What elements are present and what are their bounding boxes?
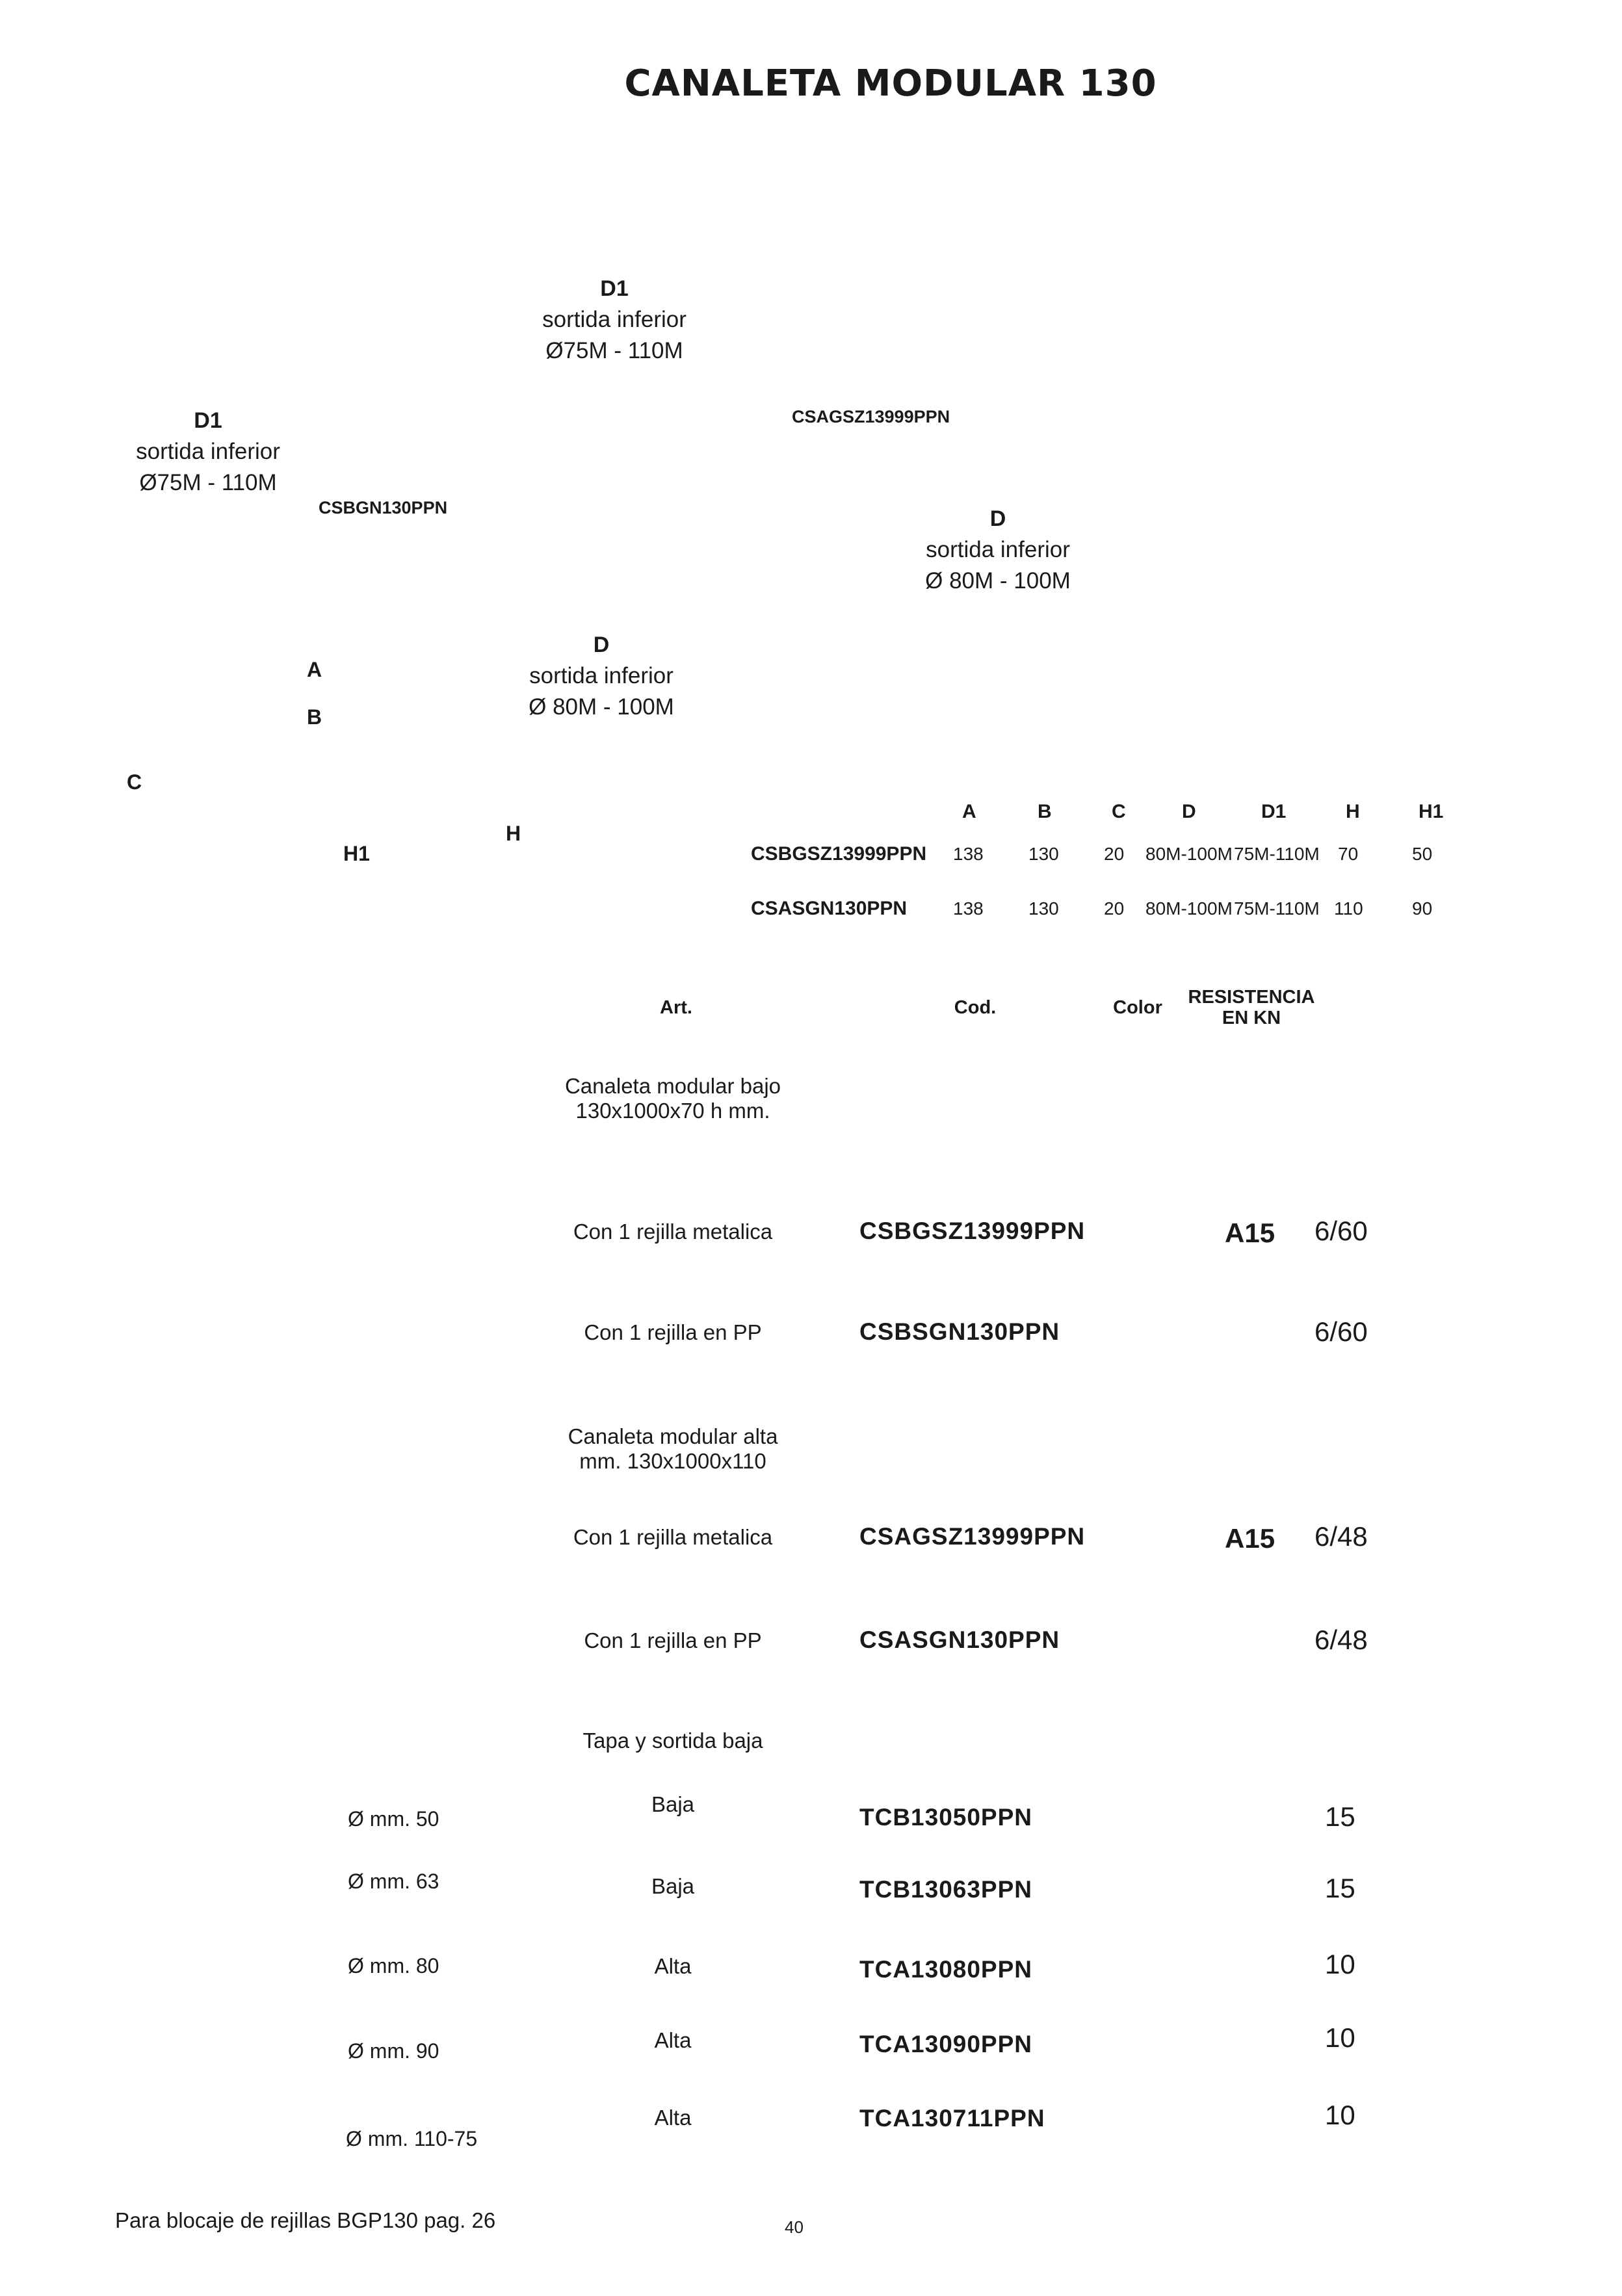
label-d-right: [891, 503, 1105, 597]
product-code: CSBGSZ13999PPN: [859, 1218, 1086, 1244]
product-resistance: A15: [1225, 1218, 1275, 1248]
label-d-mid-letter: D: [593, 633, 610, 657]
product-art: Con 1 rejilla en PP: [584, 1628, 762, 1652]
product-art: Con 1 rejilla en PP: [584, 1320, 762, 1344]
dim-header-d: D: [1182, 801, 1196, 822]
dim-letter-b: B: [307, 705, 322, 729]
dim-cell: 75M-110M: [1234, 898, 1320, 919]
cap-diameter: Ø mm. 90: [348, 2039, 439, 2063]
cap-type: Alta: [654, 2028, 692, 2052]
dim-header-d1: D1: [1261, 801, 1287, 822]
label-d1-left: [101, 405, 315, 499]
dim-cell: 138: [953, 844, 984, 864]
cap-diameter: Ø mm. 63: [348, 1870, 439, 1893]
dim-header-b: B: [1038, 801, 1052, 822]
header-resistencia: [1180, 987, 1323, 1028]
header-color: Color: [1113, 997, 1162, 1018]
product-code: CSASGN130PPN: [859, 1626, 1060, 1653]
dim-header-h1: H1: [1419, 801, 1444, 822]
label-d-mid-line2: Ø 80M - 100M: [529, 694, 674, 720]
cap-pack: 10: [1325, 1949, 1355, 1979]
product-code: CSBSGN130PPN: [859, 1318, 1060, 1345]
group-low-title: [543, 1074, 803, 1123]
dim-letter-h1: H1: [343, 842, 370, 865]
cap-diameter: Ø mm. 50: [348, 1807, 439, 1831]
dim-cell: 80M-100M: [1145, 844, 1233, 864]
dim-header-c: C: [1112, 801, 1126, 822]
dim-header-a: A: [962, 801, 976, 822]
dim-cell: 70: [1338, 844, 1359, 864]
cap-pack: 10: [1325, 2100, 1355, 2130]
group-low-line1: Canaleta modular bajo: [564, 1074, 781, 1098]
label-d1-top-line2: Ø75M - 110M: [545, 338, 683, 363]
dim-cell: 20: [1104, 844, 1125, 864]
product-pack: 6/60: [1315, 1316, 1368, 1347]
dim-header-h: H: [1346, 801, 1360, 822]
label-code-left: CSBGN130PPN: [319, 498, 448, 517]
label-d1-left-letter: D1: [194, 408, 222, 433]
dim-cell: 130: [1028, 898, 1059, 919]
label-d1-top-letter: D1: [600, 276, 629, 301]
cap-pack: 15: [1325, 1801, 1355, 1832]
label-d-right-letter: D: [989, 506, 1006, 531]
dim-cell: 20: [1104, 898, 1125, 919]
page-number: 40: [785, 2217, 804, 2237]
product-code: CSAGSZ13999PPN: [859, 1523, 1086, 1550]
label-d-right-line1: sortida inferior: [926, 537, 1070, 562]
product-pack: 6/48: [1315, 1624, 1368, 1655]
cap-code: TCB13063PPN: [859, 1876, 1033, 1903]
cap-code: TCA13090PPN: [859, 2031, 1033, 2057]
label-d-mid-line1: sortida inferior: [529, 663, 674, 688]
label-d1-left-line1: sortida inferior: [136, 439, 280, 464]
label-d1-top: [507, 273, 722, 367]
dim-letter-a: A: [307, 658, 322, 681]
header-resistencia-line1: RESISTENCIA: [1188, 987, 1315, 1008]
dim-cell: 75M-110M: [1234, 844, 1320, 864]
label-code-top: CSAGSZ13999PPN: [792, 407, 950, 426]
header-art: Art.: [660, 997, 692, 1018]
cap-type: Baja: [651, 1874, 695, 1898]
label-d-right-line2: Ø 80M - 100M: [925, 568, 1071, 594]
header-resistencia-line2: EN KN: [1222, 1008, 1281, 1028]
dim-cell: 90: [1412, 898, 1433, 919]
product-art: Con 1 rejilla metalica: [573, 1525, 773, 1549]
cap-type: Alta: [654, 2106, 692, 2130]
product-resistance: A15: [1225, 1523, 1275, 1554]
cap-code: TCB13050PPN: [859, 1804, 1033, 1831]
dim-letter-h: H: [506, 822, 521, 845]
page-title: CANALETA MODULAR 130: [624, 62, 1157, 105]
cap-diameter: Ø mm. 110-75: [346, 2127, 478, 2150]
dim-cell: 110: [1334, 898, 1363, 919]
dim-row-code: CSBGSZ13999PPN: [751, 843, 927, 865]
cap-type: Baja: [651, 1792, 695, 1816]
cap-diameter: Ø mm. 80: [348, 1954, 439, 1977]
footer-note: Para blocaje de rejillas BGP130 pag. 26: [115, 2208, 496, 2232]
cap-pack: 15: [1325, 1873, 1355, 1903]
product-pack: 6/48: [1315, 1521, 1368, 1552]
dim-cell: 130: [1028, 844, 1059, 864]
group-caps-title: Tapa y sortida baja: [582, 1729, 763, 1753]
dim-letter-c: C: [127, 770, 142, 794]
group-high-line2: mm. 130x1000x110: [579, 1449, 766, 1473]
cap-pack: 10: [1325, 2022, 1355, 2053]
group-low-line2: 130x1000x70 h mm.: [575, 1099, 770, 1123]
group-high-title: [543, 1424, 803, 1474]
label-d1-left-line2: Ø75M - 110M: [139, 470, 277, 495]
group-high-line1: Canaleta modular alta: [568, 1424, 778, 1448]
dim-cell: 138: [953, 898, 984, 919]
dim-row-code: CSASGN130PPN: [751, 898, 908, 919]
cap-code: TCA13080PPN: [859, 1956, 1033, 1983]
label-d1-top-line1: sortida inferior: [542, 307, 687, 332]
label-d-mid: [494, 629, 709, 723]
dim-cell: 80M-100M: [1145, 898, 1233, 919]
cap-type: Alta: [654, 1954, 692, 1978]
header-cod: Cod.: [954, 997, 997, 1018]
product-pack: 6/60: [1315, 1216, 1368, 1246]
product-art: Con 1 rejilla metalica: [573, 1220, 773, 1244]
cap-code: TCA130711PPN: [859, 2105, 1045, 2132]
dim-cell: 50: [1412, 844, 1433, 864]
